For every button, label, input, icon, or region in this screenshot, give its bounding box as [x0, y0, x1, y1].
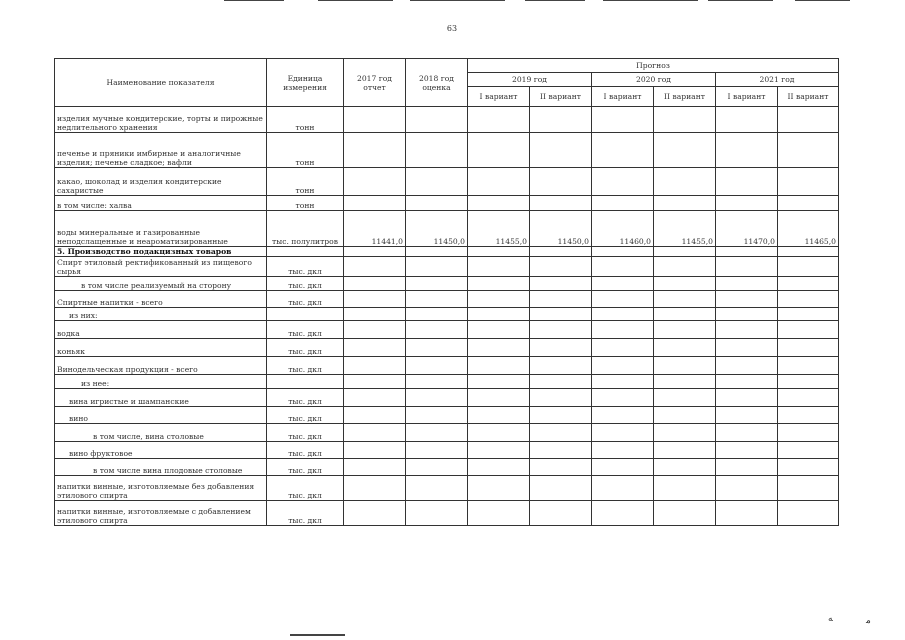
row-value	[716, 357, 778, 375]
row-unit: тыс. дкл	[267, 476, 344, 501]
row-value	[468, 476, 530, 501]
row-unit: тыс. дкл	[267, 442, 344, 459]
row-value	[344, 257, 406, 277]
table-row	[55, 107, 839, 133]
row-value	[654, 476, 716, 501]
header-name: Наименование показателя	[55, 59, 267, 107]
row-value	[654, 291, 716, 308]
row-value	[406, 291, 468, 308]
row-unit	[267, 247, 344, 257]
row-value	[344, 168, 406, 196]
table-row	[55, 389, 839, 407]
row-value	[592, 442, 654, 459]
row-value	[654, 257, 716, 277]
table-row	[55, 501, 839, 526]
row-value	[468, 257, 530, 277]
row-value	[468, 321, 530, 339]
row-value	[468, 424, 530, 442]
row-name: в том числе, вина столовые	[55, 424, 267, 442]
row-value	[778, 308, 839, 321]
row-value	[592, 357, 654, 375]
row-value	[468, 133, 530, 168]
table-row	[55, 168, 839, 196]
row-unit: тыс. дкл	[267, 257, 344, 277]
scan-line	[410, 0, 505, 1]
row-value	[406, 459, 468, 476]
scan-line	[318, 0, 393, 1]
row-value	[406, 476, 468, 501]
row-value	[592, 107, 654, 133]
row-value	[530, 459, 592, 476]
row-value	[592, 133, 654, 168]
row-unit: тыс. дкл	[267, 339, 344, 357]
row-value	[406, 424, 468, 442]
row-value	[592, 247, 654, 257]
row-value	[530, 133, 592, 168]
row-value	[592, 168, 654, 196]
row-value	[406, 107, 468, 133]
row-name: напитки винные, изготовляемые с добавлением этилового спирта	[55, 501, 267, 526]
row-value	[778, 476, 839, 501]
row-value	[654, 442, 716, 459]
row-value	[406, 501, 468, 526]
row-name: какао, шоколад и изделия кондитерские сахаристые	[55, 168, 267, 196]
table-body	[55, 107, 839, 526]
row-value	[344, 247, 406, 257]
row-value	[778, 247, 839, 257]
row-value	[344, 459, 406, 476]
row-value	[344, 339, 406, 357]
row-value	[468, 277, 530, 291]
table-row	[55, 257, 839, 277]
row-value	[654, 424, 716, 442]
row-value	[716, 501, 778, 526]
row-value: 11470,0	[716, 211, 778, 247]
row-value	[468, 339, 530, 357]
row-value	[468, 459, 530, 476]
row-value	[530, 291, 592, 308]
row-value	[716, 247, 778, 257]
row-value	[530, 308, 592, 321]
row-value	[654, 308, 716, 321]
header-2018: 2018 год оценка	[406, 59, 468, 107]
table-row	[55, 211, 839, 247]
row-value	[716, 133, 778, 168]
row-value	[592, 321, 654, 339]
row-value	[592, 407, 654, 424]
row-unit	[267, 308, 344, 321]
row-value	[592, 257, 654, 277]
row-value	[468, 247, 530, 257]
row-value	[716, 308, 778, 321]
row-unit: тыс. дкл	[267, 501, 344, 526]
row-name: Винодельческая продукция - всего	[55, 357, 267, 375]
table-row	[55, 357, 839, 375]
row-value	[592, 196, 654, 211]
row-value	[778, 501, 839, 526]
row-value	[716, 389, 778, 407]
table-row	[55, 308, 839, 321]
row-value	[592, 459, 654, 476]
row-value	[654, 459, 716, 476]
row-value	[592, 424, 654, 442]
row-name: из нее:	[55, 375, 267, 389]
row-value	[778, 442, 839, 459]
row-value	[406, 308, 468, 321]
row-value	[468, 375, 530, 389]
row-value	[406, 196, 468, 211]
row-value	[778, 277, 839, 291]
row-unit: тыс. дкл	[267, 459, 344, 476]
row-value	[716, 375, 778, 389]
row-unit: тыс. дкл	[267, 407, 344, 424]
row-value	[778, 357, 839, 375]
row-value	[716, 168, 778, 196]
row-name: воды минеральные и газированные неподслащенные и неароматизированные	[55, 211, 267, 247]
row-value	[654, 133, 716, 168]
row-value	[406, 247, 468, 257]
row-value	[778, 107, 839, 133]
row-value	[344, 389, 406, 407]
row-value	[530, 168, 592, 196]
row-name: печенье и пряники имбирные и аналогичные изделия; печенье сладкое; вафли	[55, 133, 267, 168]
row-value	[406, 339, 468, 357]
table-row	[55, 459, 839, 476]
row-name: вино	[55, 407, 267, 424]
row-name: из них:	[55, 308, 267, 321]
header-2020: 2020 год	[592, 73, 716, 87]
scan-line	[290, 634, 345, 636]
row-value	[344, 357, 406, 375]
row-value	[778, 389, 839, 407]
row-value	[778, 321, 839, 339]
row-value	[654, 321, 716, 339]
row-value	[344, 277, 406, 291]
scan-line	[525, 0, 585, 1]
row-name: 5. Производство подакцизных товаров	[55, 247, 267, 257]
header-variant-1: I вариант	[468, 87, 530, 107]
row-value	[344, 291, 406, 308]
row-value	[344, 442, 406, 459]
row-value	[530, 442, 592, 459]
row-value	[654, 375, 716, 389]
row-value	[778, 257, 839, 277]
table-row	[55, 375, 839, 389]
row-value	[592, 339, 654, 357]
row-value	[344, 133, 406, 168]
row-value	[592, 375, 654, 389]
row-name: коньяк	[55, 339, 267, 357]
row-value	[716, 407, 778, 424]
row-value	[654, 407, 716, 424]
row-name: вино фруктовое	[55, 442, 267, 459]
scan-line	[708, 0, 773, 1]
row-value	[530, 389, 592, 407]
row-value: 11455,0	[654, 211, 716, 247]
header-2017: 2017 год отчет	[344, 59, 406, 107]
row-value	[654, 357, 716, 375]
row-name: изделия мучные кондитерские, торты и пирожные недлительного хранения	[55, 107, 267, 133]
header-forecast: Прогноз	[468, 59, 839, 73]
row-unit: тыс. полулитров	[267, 211, 344, 247]
row-unit: тыс. дкл	[267, 277, 344, 291]
row-value: 11455,0	[468, 211, 530, 247]
row-value	[468, 196, 530, 211]
table-row	[55, 321, 839, 339]
row-value	[468, 501, 530, 526]
row-unit: тонн	[267, 196, 344, 211]
row-value	[654, 247, 716, 257]
table-row	[55, 247, 839, 257]
row-value	[344, 424, 406, 442]
row-value	[716, 442, 778, 459]
row-value	[654, 196, 716, 211]
row-value	[530, 196, 592, 211]
row-value	[468, 168, 530, 196]
row-value	[778, 133, 839, 168]
scan-line	[795, 0, 850, 1]
header-variant-2: II вариант	[530, 87, 592, 107]
row-value: 11450,0	[530, 211, 592, 247]
row-value	[592, 501, 654, 526]
row-value	[344, 196, 406, 211]
row-value	[406, 133, 468, 168]
row-value	[716, 196, 778, 211]
row-value	[778, 291, 839, 308]
row-name: в том числе: халва	[55, 196, 267, 211]
row-value	[468, 291, 530, 308]
row-value	[654, 277, 716, 291]
header-variant-1: I вариант	[592, 87, 654, 107]
row-value	[468, 308, 530, 321]
header-2019: 2019 год	[468, 73, 592, 87]
row-value	[592, 476, 654, 501]
row-value	[406, 257, 468, 277]
row-value	[344, 321, 406, 339]
scan-line	[603, 0, 698, 1]
row-value	[530, 107, 592, 133]
row-name: вина игристые и шампанские	[55, 389, 267, 407]
row-value	[592, 308, 654, 321]
row-value	[716, 321, 778, 339]
row-value	[716, 277, 778, 291]
table-row	[55, 133, 839, 168]
row-value	[530, 247, 592, 257]
row-value: 11441,0	[344, 211, 406, 247]
row-value	[530, 407, 592, 424]
row-value	[344, 107, 406, 133]
row-value	[654, 389, 716, 407]
row-value	[716, 291, 778, 308]
row-value	[344, 308, 406, 321]
row-value	[406, 277, 468, 291]
row-value	[778, 196, 839, 211]
header-variant-2: II вариант	[654, 87, 716, 107]
row-name: напитки винные, изготовляемые без добавления этилового спирта	[55, 476, 267, 501]
row-value	[468, 389, 530, 407]
row-value	[716, 424, 778, 442]
table-row	[55, 339, 839, 357]
row-value	[344, 375, 406, 389]
row-value	[406, 357, 468, 375]
row-value	[344, 476, 406, 501]
row-value	[778, 168, 839, 196]
row-value	[344, 501, 406, 526]
scan-line	[224, 0, 284, 1]
row-unit: тонн	[267, 107, 344, 133]
row-value	[406, 321, 468, 339]
row-name: водка	[55, 321, 267, 339]
row-value	[530, 501, 592, 526]
row-value	[778, 339, 839, 357]
row-value	[530, 357, 592, 375]
table-row	[55, 424, 839, 442]
row-value	[406, 442, 468, 459]
row-name: в том числе вина плодовые столовые	[55, 459, 267, 476]
row-value	[530, 277, 592, 291]
row-value	[654, 168, 716, 196]
row-value	[468, 107, 530, 133]
row-unit: тонн	[267, 168, 344, 196]
scan-mark: ﻪ	[828, 614, 833, 624]
row-value	[592, 277, 654, 291]
forecast-table	[54, 58, 839, 526]
row-value	[530, 375, 592, 389]
row-value	[716, 459, 778, 476]
row-value	[654, 339, 716, 357]
row-unit: тыс. дкл	[267, 321, 344, 339]
row-value	[406, 168, 468, 196]
row-value	[406, 375, 468, 389]
row-value	[530, 321, 592, 339]
header-unit: Единица измерения	[267, 59, 344, 107]
row-name: Спиртные напитки - всего	[55, 291, 267, 308]
row-value	[530, 476, 592, 501]
scan-mark: ﻣ	[866, 616, 871, 626]
row-value	[468, 357, 530, 375]
row-value	[778, 459, 839, 476]
row-value	[530, 339, 592, 357]
row-unit	[267, 375, 344, 389]
row-value	[468, 407, 530, 424]
row-value	[654, 107, 716, 133]
row-value	[468, 442, 530, 459]
row-value	[778, 375, 839, 389]
page-number: 63	[446, 24, 458, 33]
row-value	[530, 257, 592, 277]
row-value	[592, 291, 654, 308]
row-unit: тыс. дкл	[267, 357, 344, 375]
table-row	[55, 291, 839, 308]
row-unit: тыс. дкл	[267, 424, 344, 442]
row-value	[406, 407, 468, 424]
row-value	[592, 389, 654, 407]
table-row	[55, 407, 839, 424]
header-variant-1: I вариант	[716, 87, 778, 107]
row-unit: тонн	[267, 133, 344, 168]
row-value	[778, 424, 839, 442]
row-name: в том числе реализуемый на сторону	[55, 277, 267, 291]
row-value: 11460,0	[592, 211, 654, 247]
row-value	[716, 107, 778, 133]
table-row	[55, 442, 839, 459]
row-unit: тыс. дкл	[267, 291, 344, 308]
row-value	[716, 257, 778, 277]
row-value: 11450,0	[406, 211, 468, 247]
row-value	[716, 476, 778, 501]
row-value: 11465,0	[778, 211, 839, 247]
row-unit: тыс. дкл	[267, 389, 344, 407]
header-variant-2: II вариант	[778, 87, 839, 107]
row-name: Спирт этиловый ректификованный из пищевого сырья	[55, 257, 267, 277]
row-value	[530, 424, 592, 442]
row-value	[716, 339, 778, 357]
table-row	[55, 277, 839, 291]
table-row	[55, 196, 839, 211]
row-value	[654, 501, 716, 526]
row-value	[778, 407, 839, 424]
header-2021: 2021 год	[716, 73, 839, 87]
row-value	[406, 389, 468, 407]
row-value	[344, 407, 406, 424]
table-row	[55, 476, 839, 501]
